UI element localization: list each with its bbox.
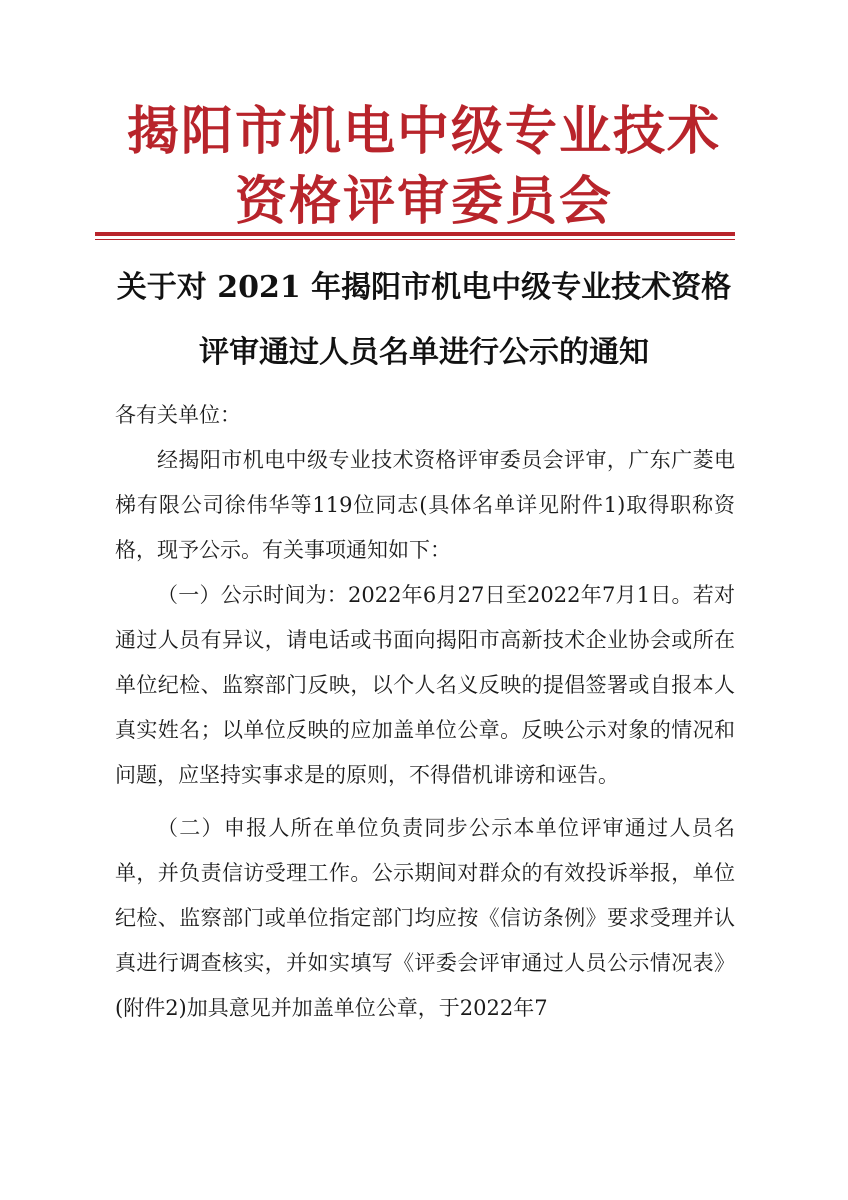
notice-body [115,393,735,1031]
header-divider-thick [95,232,735,236]
salutation: 各有关单位： [115,403,241,427]
header-divider-thin [95,239,735,240]
body-paragraph-item-2: （二）申报人所在单位负责同步公示本单位评审通过人员名单，并负责信访受理工作。公示期间对群众的有效投诉举报，单位纪检、监察部门或单位指定部门均应按《信访条例》要求受理并认真进行调查核实，并如实填写《评委会评审通过人员公示情况表》(附件2)加具意见并加盖单位公章，于2022年7 [115,816,735,1020]
issuer-header-line2: 资格评审委员会 [234,171,613,232]
issuer-header-line1: 揭阳市机电中级专业技术 [126,101,721,162]
notice-title-line1: 关于对 2021 年揭阳市机电中级专业技术资格 [116,270,732,305]
notice-title-line2: 评审通过人员名单进行公示的通知 [199,335,649,370]
body-paragraph-item-1: （一）公示时间为：2022年6月27日至2022年7月1日。若对通过人员有异议，请电话或书面向揭阳市高新技术企业协会或所在单位纪检、监察部门反映，以个人名义反映的提倡签署或自报本人真实姓名；以单位反映的应加盖单位公章。反映公示对象的情况和问题，应坚持实事求是的原则，不得借机诽谤和诬告。 [115,583,735,787]
body-paragraph-intro: 经揭阳市机电中级专业技术资格评审委员会评审，广东广菱电梯有限公司徐伟华等119位同志(具体名单详见附件1)取得职称资格，现予公示。有关事项通知如下： [115,448,735,562]
